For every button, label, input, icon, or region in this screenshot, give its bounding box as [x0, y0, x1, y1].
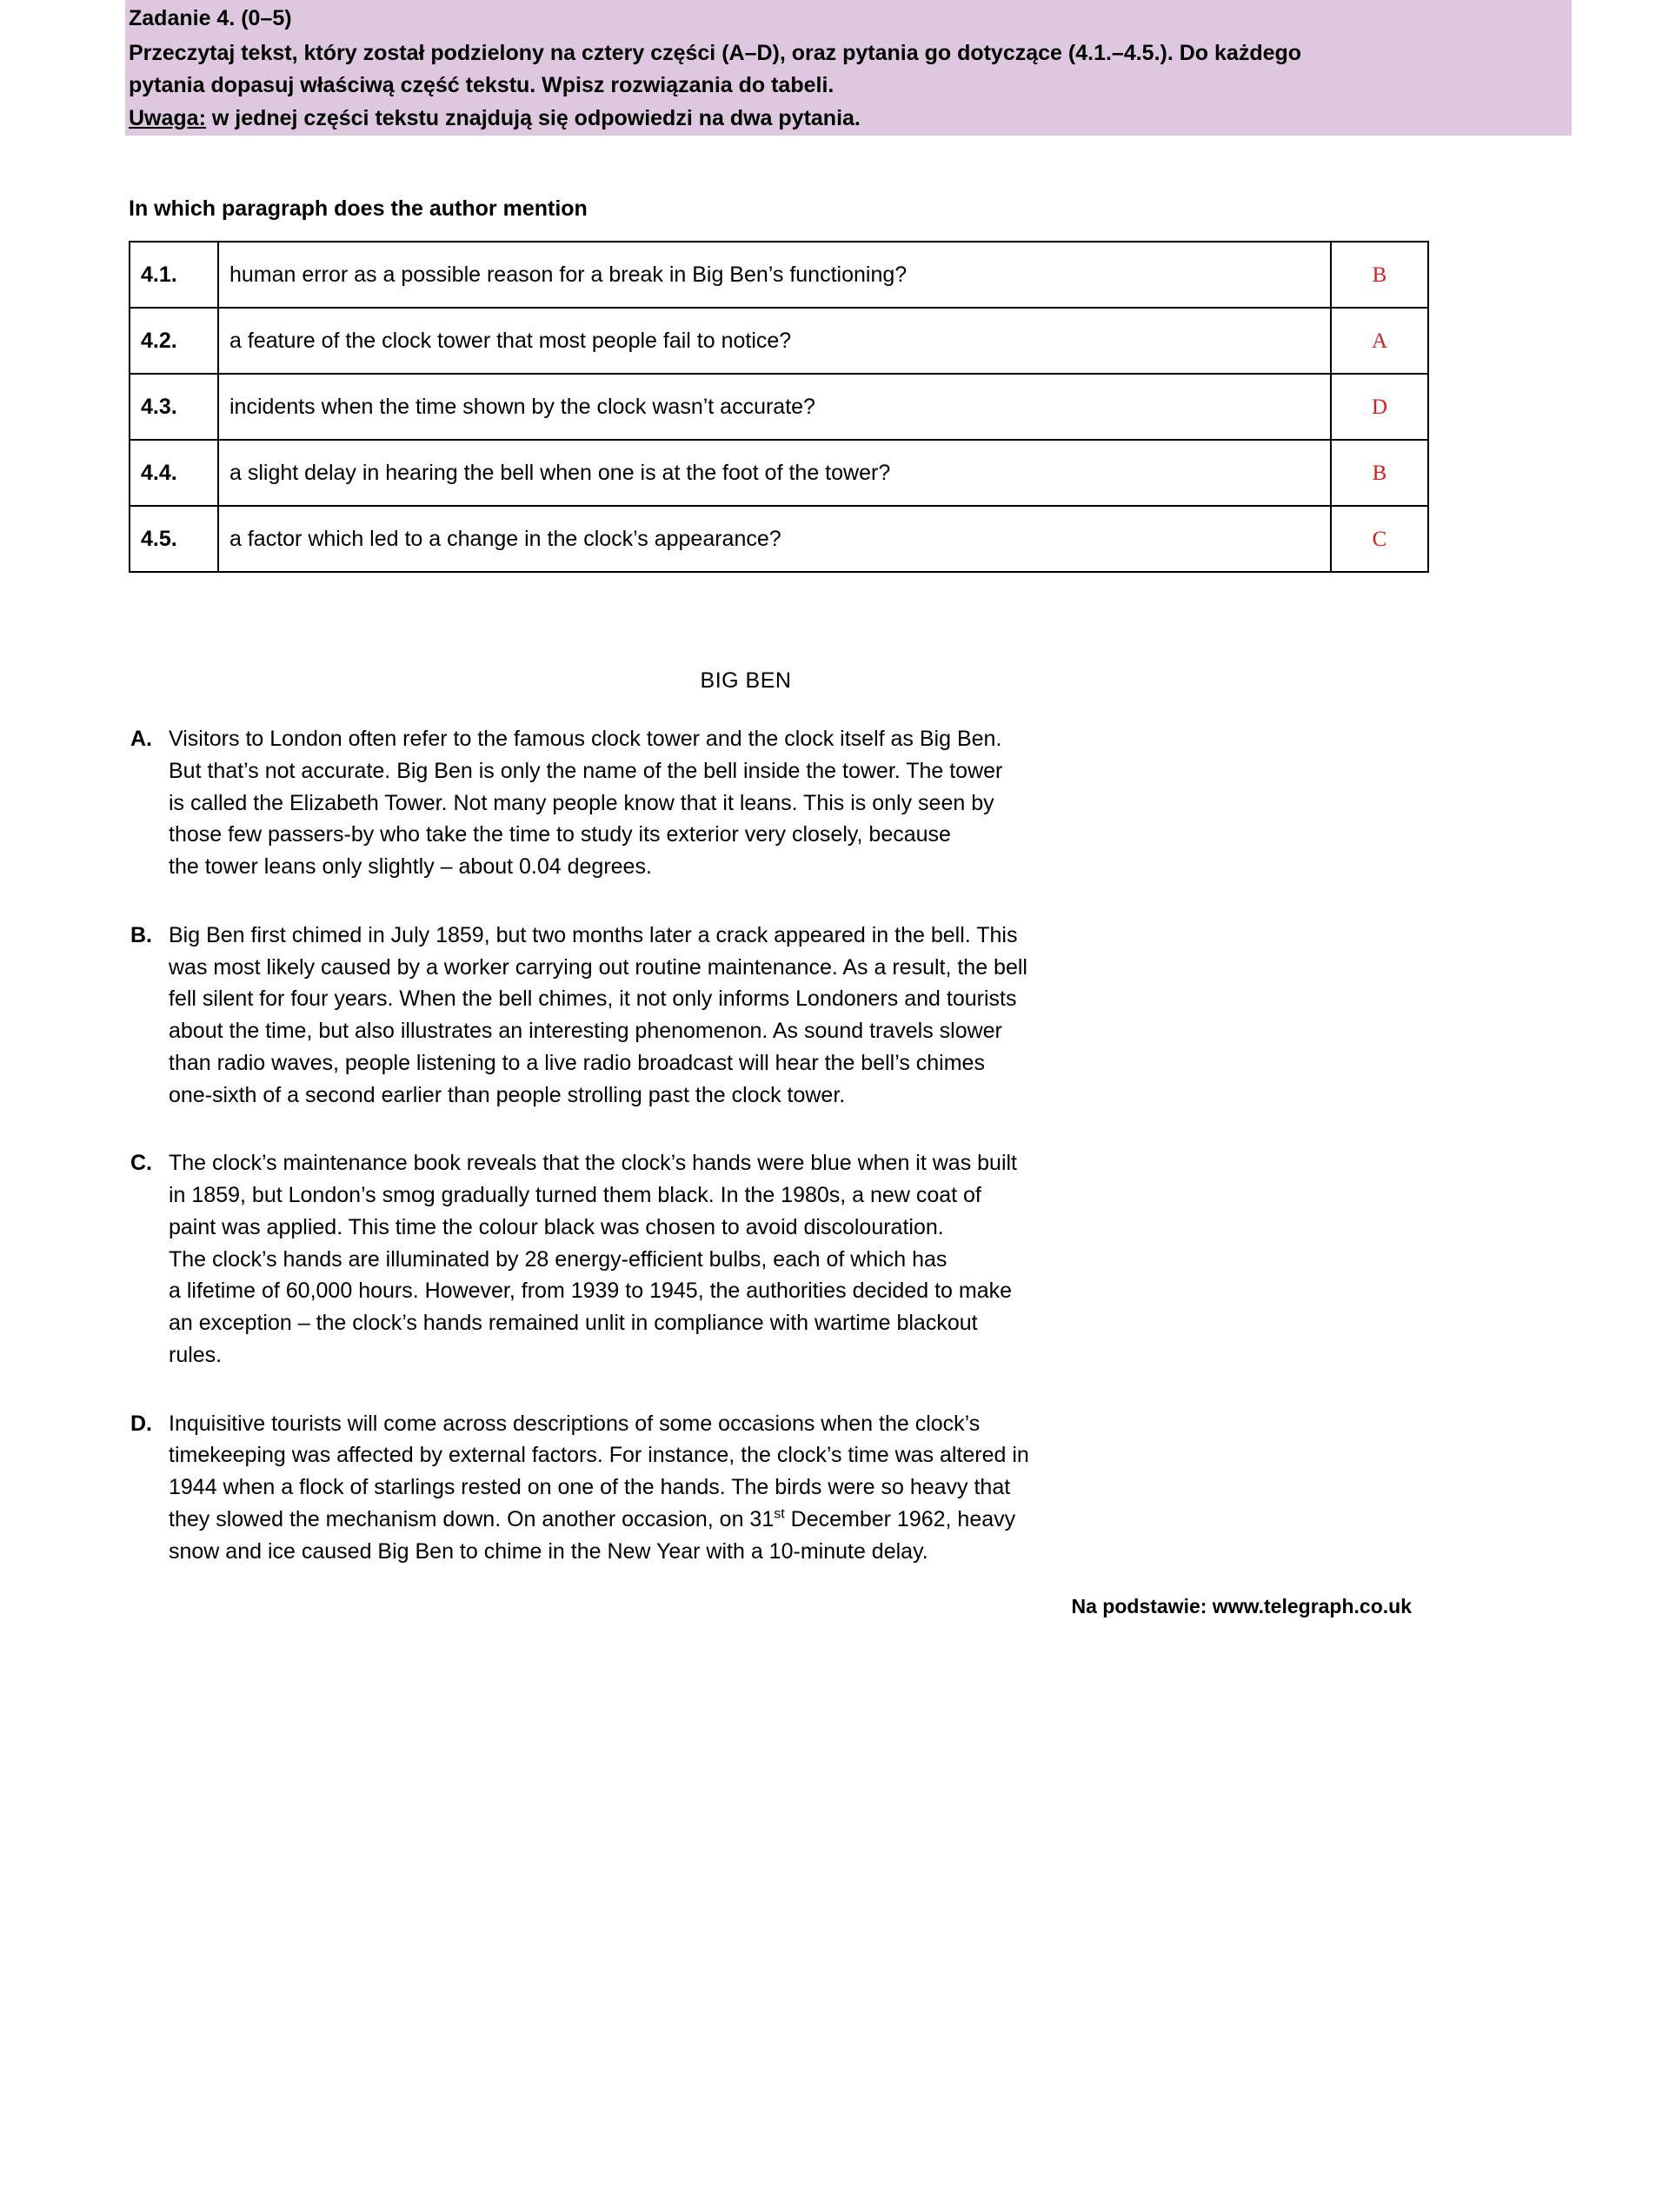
paragraph-line: timekeeping was affected by external factors. For instance, the clock’s time was altered in: [169, 1443, 1029, 1468]
row-answer[interactable]: B: [1331, 440, 1428, 506]
paragraph-line: is called the Elizabeth Tower. Not many people know that it leans. This is only seen by: [169, 790, 994, 815]
task-title: Zadanie 4. (0–5): [129, 6, 292, 30]
answers-table: [129, 241, 1429, 573]
row-number: 4.2.: [130, 308, 218, 374]
passage-paragraph-c: [129, 1147, 1433, 1371]
paragraph-body: [169, 1147, 1433, 1371]
paragraph-letter: B.: [130, 922, 152, 947]
paragraph-body: [169, 1408, 1433, 1568]
table-row: [130, 242, 1428, 308]
task-note-label: Uwaga:: [129, 105, 206, 130]
task-instruction: Przeczytaj tekst, który został podzielony na cztery części (A–D), oraz pytania go dotyczące (4.1.–4.5.). Do każdego pytania dopasuj właściwą część tekstu. Wpisz rozwiązania do tabeli.: [129, 41, 1302, 97]
source-credit: Na podstawie: www.telegraph.co.uk: [1071, 1595, 1412, 1618]
row-question: a factor which led to a change in the clock’s appearance?: [218, 506, 1331, 572]
paragraph-line: rules.: [169, 1342, 223, 1367]
paragraph-line: in 1859, but London’s smog gradually turned them black. In the 1980s, a new coat of: [169, 1183, 981, 1207]
row-question: incidents when the time shown by the clock wasn’t accurate?: [218, 374, 1331, 440]
row-number: 4.5.: [130, 506, 218, 572]
paragraph-body: [169, 723, 1433, 883]
paragraph-line: than radio waves, people listening to a live radio broadcast will hear the bell’s chimes: [169, 1050, 985, 1075]
paragraph-line: 1944 when a flock of starlings rested on one of the hands. The birds were so heavy that: [169, 1475, 1011, 1499]
task-header: [125, 0, 1572, 136]
paragraph-letter: C.: [130, 1151, 152, 1176]
paragraph-letter: D.: [130, 1411, 152, 1436]
row-answer[interactable]: A: [1331, 308, 1428, 374]
passage-paragraph-b: [129, 920, 1433, 1112]
paragraph-line: fell silent for four years. When the bell chimes, it not only informs Londoners and tourists: [169, 986, 1017, 1012]
table-row: [130, 506, 1428, 572]
paragraph-line: Inquisitive tourists will come across descriptions of some occasions when the clock’s: [169, 1411, 981, 1436]
row-number: 4.1.: [130, 242, 218, 308]
page-content: [129, 0, 1433, 1618]
task-note: [129, 103, 1572, 134]
row-question: human error as a possible reason for a break in Big Ben’s functioning?: [218, 242, 1331, 308]
row-number: 4.4.: [130, 440, 218, 506]
table-row: [130, 440, 1428, 506]
passage-paragraph-a: [129, 723, 1433, 883]
paragraph-line: Big Ben first chimed in July 1859, but two months later a crack appeared in the bell. This: [169, 922, 1018, 947]
paragraph-line: snow and ice caused Big Ben to chime in the New Year with a 10-minute delay.: [169, 1538, 928, 1564]
paragraph-line: one-sixth of a second earlier than people strolling past the clock tower.: [169, 1082, 846, 1107]
paragraph-line: Visitors to London often refer to the famous clock tower and the clock itself as Big Ben.: [169, 727, 1002, 751]
table-row: [130, 374, 1428, 440]
row-answer[interactable]: C: [1331, 506, 1428, 572]
row-question: a slight delay in hearing the bell when one is at the foot of the tower?: [218, 440, 1331, 506]
paragraph-line: The clock’s hands are illuminated by 28 energy-efficient bulbs, each of which has: [169, 1246, 948, 1272]
row-answer[interactable]: B: [1331, 242, 1428, 308]
table-row: [130, 308, 1428, 374]
paragraph-line: those few passers-by who take the time to study its exterior very closely, because: [169, 822, 951, 847]
paragraph-line: paint was applied. This time the colour black was chosen to avoid discolouration.: [169, 1214, 944, 1239]
paragraph-line: was most likely caused by a worker carrying out routine maintenance. As a result, the bell: [169, 954, 1027, 980]
paragraph-line-ordinal: they slowed the mechanism down. On another occasion, on 31st December 1962, heavy: [169, 1506, 1016, 1531]
paragraph-line: The clock’s maintenance book reveals that the clock’s hands were blue when it was built: [169, 1151, 1018, 1176]
row-number: 4.3.: [130, 374, 218, 440]
paragraph-letter: A.: [130, 727, 152, 751]
question-prompt: In which paragraph does the author mention: [129, 196, 588, 221]
task-note-text: w jednej części tekstu znajdują się odpowiedzi na dwa pytania.: [205, 105, 861, 130]
row-answer[interactable]: D: [1331, 374, 1428, 440]
paragraph-line: an exception – the clock’s hands remained unlit in compliance with wartime blackout: [169, 1311, 978, 1335]
row-question: a feature of the clock tower that most people fail to notice?: [218, 308, 1331, 374]
paragraph-line: a lifetime of 60,000 hours. However, from 1939 to 1945, the authorities decided to make: [169, 1279, 1013, 1304]
paragraph-line: the tower leans only slightly – about 0.04 degrees.: [169, 854, 652, 879]
paragraph-line: But that’s not accurate. Big Ben is only the name of the bell inside the tower. The tower: [169, 758, 1003, 783]
paragraph-line: about the time, but also illustrates an interesting phenomenon. As sound travels slower: [169, 1019, 1002, 1043]
passage-paragraph-d: [129, 1408, 1433, 1568]
passage-title: BIG BEN: [700, 668, 792, 693]
paragraph-body: [169, 920, 1433, 1112]
